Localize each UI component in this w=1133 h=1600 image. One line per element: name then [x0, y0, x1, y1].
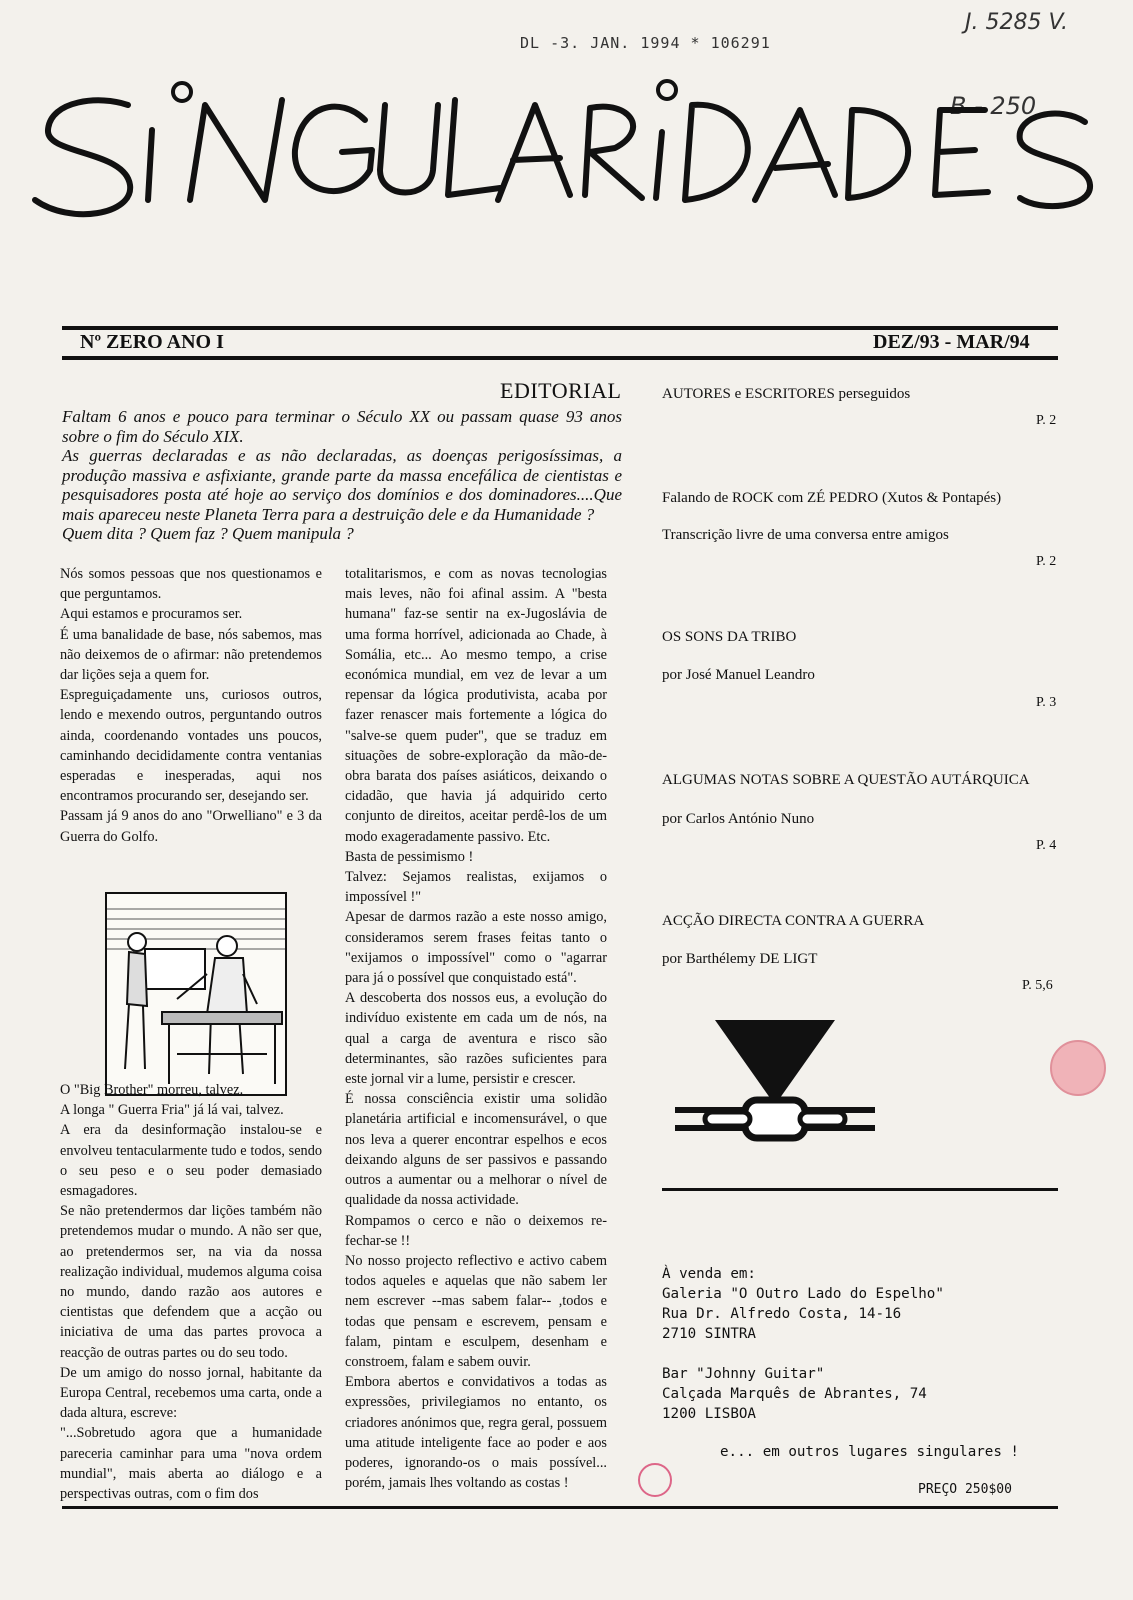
body-paragraph: Rompamos o cerco e não o deixemos re-fechar-se !! — [345, 1212, 607, 1249]
body-paragraph: A era da desinformação instalou-se e envolveu tentacularmente tudo e todos, sendo o seu peso e o seu poder demasiado esmagadores. — [60, 1122, 322, 1200]
body-paragraph: Se não pretendermos dar lições também não pretendemos mudar o mundo. A não ser que, ao pretendermos ser, na via da nossa realização individual, mudemos alguma coisa no mundo, dando razão aos autores e cientistas que defendem que a acção ou iniciativa de uma das partes provoca a reacção de outras partes ou do seu todo. — [60, 1203, 322, 1361]
editorial-column-1-top — [60, 564, 322, 847]
body-paragraph: Basta de pessimismo ! — [345, 848, 474, 865]
issue-number: Nº ZERO ANO I — [80, 331, 224, 353]
toc-article-5-author: por Barthélemy DE LIGT — [662, 951, 818, 967]
lead-paragraph: Quem dita ? Quem faz ? Quem manipula ? — [62, 524, 354, 543]
vendor-2-address: Calçada Marquês de Abrantes, 74 — [662, 1386, 927, 1402]
show-through-right — [830, 90, 1090, 1490]
editorial-column-1-bottom — [60, 1080, 322, 1504]
vendor-2-name: Bar "Johnny Guitar" — [662, 1366, 825, 1382]
editorial-column-2 — [345, 564, 607, 1493]
body-paragraph: Passam já 9 anos do ano "Orwelliano" e 3 da Guerra do Golfo. — [60, 808, 322, 845]
toc-article-5-page: P. 5,6 — [1022, 978, 1053, 993]
lead-paragraph: As guerras declaradas e as não declaradas, as doenças perigosíssimas, a produção massiva e asfixiante, grande parte da massa encefálica de cientistas e pesquisadores posta até hoje ao serviço dos domínios e dos dominadores....Que mais apareceu neste Planeta Terra para a destruição dele e da Humanidade ? — [62, 446, 622, 524]
footer-rule — [62, 1506, 1058, 1509]
body-paragraph: Embora abertos e convidativos a todas as expressões, privilegiamos no entanto, os criadores anónimos que, regra geral, possuem uma atitude inteligente face ao poder e aos poderes, ignorando-os o mais possível... porém, jamais lhes voltando as costas ! — [345, 1374, 607, 1492]
sales-rule — [662, 1188, 1058, 1191]
toc-article-3-page: P. 3 — [1036, 695, 1057, 710]
body-paragraph: totalitarismos, e com as novas tecnologias mais leves, não foi afinal assim. A "besta humana" faz-se sentir na ex-Jugoslávia de uma forma horrível, adicionada ao Chade, à Somália, etc... Ao mesmo tempo, a crise económica mundial, em vez de levar a um repensar da lógica produtivista, acaba por fazer renascer mais fortemente a lógica do "salve-se quem puder", que se traduz em situações de sobre-exploração da mão-de-obra barata dos países asiáticos, deixando o cidadão, que havia já adquirido certo conjunto de direitos, aceitar perdê-los de um modo exageradamente passivo. Etc. — [345, 566, 607, 845]
handwritten-reference-mid: B - 250 — [950, 92, 1037, 120]
vendor-1-name: Galeria "O Outro Lado do Espelho" — [662, 1286, 944, 1302]
body-paragraph: Espreguiçadamente uns, curiosos outros, lendo e mexendo outros, perguntando outros ainda, coordenando vontades uns poucos, caminhando decididamente contra ventanias esperadas e inesperadas, aqui nos encontramos procurando ser, desejando ser. — [60, 687, 322, 805]
vendor-1-city: 2710 SINTRA — [662, 1326, 756, 1342]
toc-article-4-author: por Carlos António Nuno — [662, 811, 815, 827]
more-places: e... em outros lugares singulares ! — [720, 1444, 1019, 1460]
body-paragraph: "...Sobretudo agora que a humanidade pareceria caminhar para uma "nova ordem mundial", mais aberta ao diálogo e a perspectivas outras, com o fim dos — [60, 1425, 322, 1503]
lead-paragraph: Faltam 6 anos e pouco para terminar o Século XX ou passam quase 93 anos sobre o fim do Século XIX. — [62, 407, 622, 446]
toc-article-1-title[interactable]: AUTORES e ESCRITORES perseguidos — [662, 386, 911, 402]
body-paragraph: É uma banalidade de base, nós sabemos, mas não deixemos de o afirmar: não pretendemos dar lições seja a quem for. — [60, 626, 322, 684]
library-stamp-pink — [1050, 1040, 1106, 1096]
body-paragraph: Aqui estamos e procuramos ser. — [60, 606, 243, 623]
body-paragraph: Nós somos pessoas que nos questionamos e que perguntamos. — [60, 566, 322, 603]
masthead-logo — [30, 60, 1105, 235]
toc-article-3-title[interactable]: OS SONS DA TRIBO — [662, 629, 797, 645]
chain-triangle-emblem — [675, 1020, 875, 1145]
sales-heading: À venda em: — [662, 1266, 756, 1282]
toc-article-4-page: P. 4 — [1036, 838, 1057, 853]
price: PREÇO 250$00 — [918, 1482, 1012, 1497]
body-paragraph: A longa " Guerra Fria" já lá vai, talvez. — [60, 1102, 284, 1119]
toc-article-1-page: P. 2 — [1036, 413, 1057, 428]
vendor-1-address: Rua Dr. Alfredo Costa, 14-16 — [662, 1306, 902, 1322]
header-rule-top — [62, 326, 1058, 330]
accession-stamp: DL -3. JAN. 1994 * 106291 — [520, 34, 771, 52]
printing-press-illustration — [105, 892, 287, 1096]
toc-article-5-title[interactable]: ACÇÃO DIRECTA CONTRA A GUERRA — [662, 913, 925, 929]
library-stamp-small — [638, 1463, 672, 1497]
body-paragraph: No nosso projecto reflectivo e activo cabem todos aqueles e aquelas que não sabem ler nem escrever --mas sabem falar-- ,todos e todas que pensam e escrevem, pensam e falam, pintam e esculpem, desenham e constroem, falam e sabem ouvir. — [345, 1252, 607, 1370]
toc-article-3-author: por José Manuel Leandro — [662, 667, 815, 683]
body-paragraph: Talvez: Sejamos realistas, exijamos o impossível !" — [345, 869, 607, 906]
editorial-lead — [62, 407, 622, 544]
body-paragraph: O "Big Brother" morreu, talvez. — [60, 1082, 244, 1098]
editorial-title: EDITORIAL — [500, 378, 622, 403]
body-paragraph: Apesar de darmos razão a este nosso amigo, consideramos serem frases feitas tanto o "exijamos o impossível" como o "agarrar para já o possível que conquistado está". — [345, 909, 607, 987]
body-paragraph: A descoberta dos nossos eus, a evolução do indivíduo existente em cada um de nós, na qual a carga de aventura e risco são determinantes, são razões suficientes para este jornal vir a lume, persistir e crescer. — [345, 990, 607, 1088]
body-paragraph: De um amigo do nosso jornal, habitante da Europa Central, recebemos uma carta, onde a dada altura, escreve: — [60, 1364, 322, 1422]
toc-article-2-title[interactable]: Falando de ROCK com ZÉ PEDRO (Xutos & Pontapés) — [662, 490, 1002, 506]
body-paragraph: É nossa consciência existir uma solidão planetária artificial e incomensurável, o que nos leva a querer encontrar espelhos e ecos deixando alguns de ser passivos e passando outros a aumentar ou a melhorar o nível de qualidade da nossa actividade. — [345, 1091, 607, 1209]
handwritten-reference-top: J. 5285 V. — [965, 10, 1068, 35]
header-rule-bottom — [62, 356, 1058, 360]
toc-article-4-title[interactable]: ALGUMAS NOTAS SOBRE A QUESTÃO AUTÁRQUICA — [662, 772, 1030, 788]
toc-article-2-subtitle: Transcrição livre de uma conversa entre amigos — [662, 527, 949, 543]
issue-date: DEZ/93 - MAR/94 — [873, 331, 1030, 353]
toc-article-2-page: P. 2 — [1036, 554, 1057, 569]
vendor-2-city: 1200 LISBOA — [662, 1406, 756, 1422]
